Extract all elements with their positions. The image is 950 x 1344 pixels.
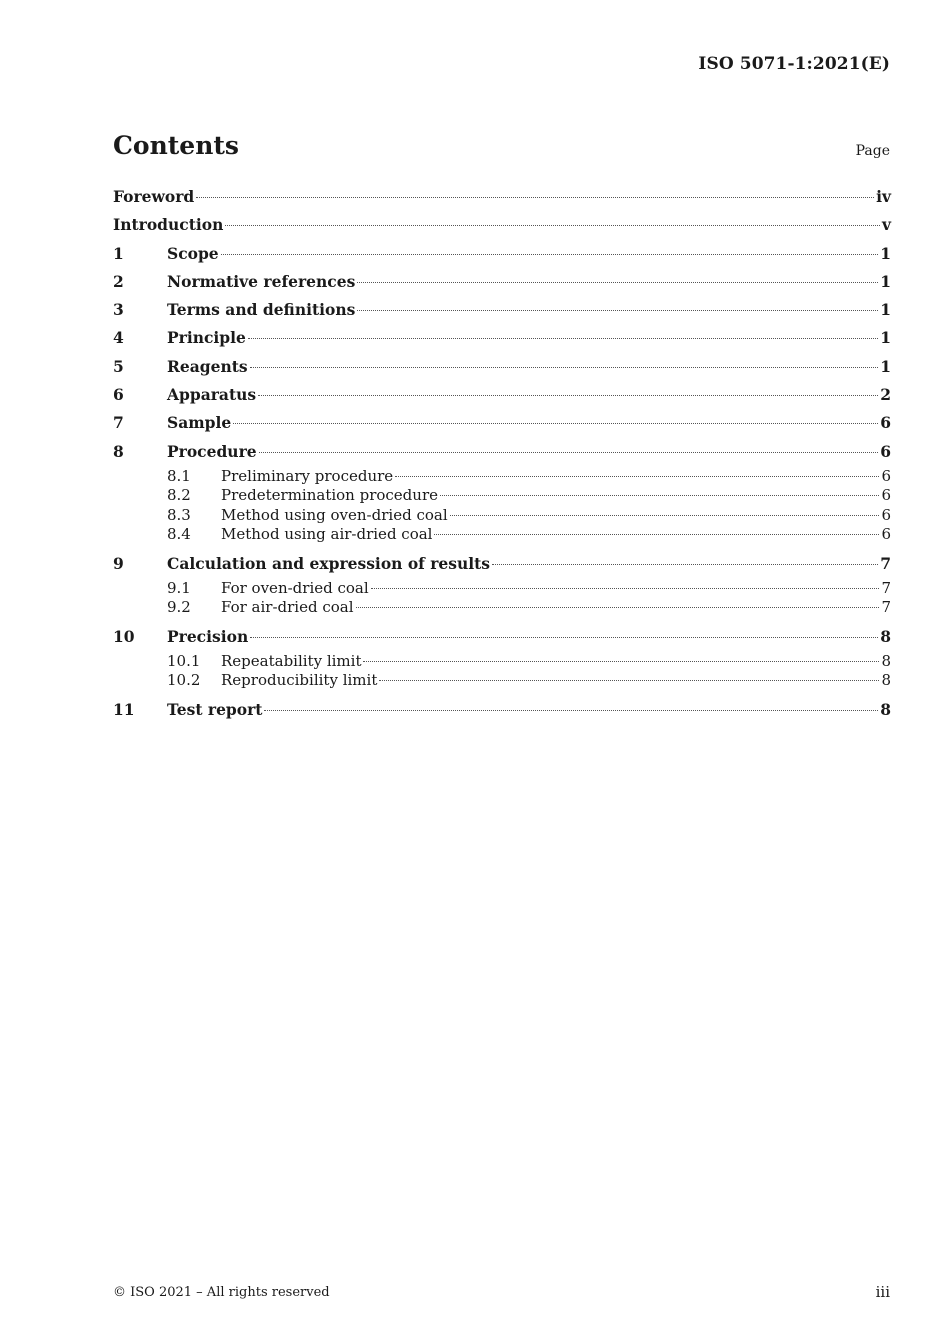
toc-entry-precision[interactable] <box>113 624 891 652</box>
toc-entry-title: Precision <box>167 626 249 646</box>
toc-entry-number: 3 <box>113 300 124 320</box>
toc-entry-title: Reagents <box>167 356 248 376</box>
toc-subentry-number: 8.3 <box>167 505 191 524</box>
toc-entry-number: 11 <box>113 699 135 719</box>
toc-subentry-title: Repeatability limit <box>221 651 362 670</box>
toc-subentry-page: 7 <box>881 578 891 597</box>
toc-entry-page: 1 <box>880 271 891 291</box>
toc-entry-page: 1 <box>880 356 891 376</box>
toc-entry-title: Scope <box>167 243 219 263</box>
toc-subentry-air-dried-coal[interactable] <box>113 598 891 617</box>
toc-entry-test-report[interactable] <box>113 697 891 725</box>
dot-leader <box>379 679 879 681</box>
dot-leader <box>450 514 880 516</box>
copyright-notice: © ISO 2021 – All rights reserved <box>113 1285 330 1300</box>
toc-entry-title: Foreword <box>113 187 195 206</box>
toc-entry-foreword[interactable] <box>113 184 891 212</box>
page-number: iii <box>875 1283 890 1301</box>
toc-entry-title: Introduction <box>113 215 224 235</box>
table-of-contents <box>113 184 891 725</box>
toc-entry-title: Sample <box>167 413 232 433</box>
toc-entry-principle[interactable] <box>113 325 891 353</box>
dot-leader <box>250 366 879 368</box>
toc-entry-terms-and-definitions[interactable] <box>113 297 891 325</box>
toc-entry-procedure[interactable] <box>113 439 891 467</box>
toc-subentry-predetermination-procedure[interactable] <box>113 486 891 505</box>
toc-entry-title: Terms and definitions <box>167 300 356 320</box>
toc-entry-page: 8 <box>880 699 891 719</box>
dot-leader <box>357 309 878 311</box>
dot-leader <box>225 224 880 226</box>
dot-leader <box>259 451 879 453</box>
dot-leader <box>248 337 878 339</box>
toc-subentry-page: 8 <box>881 671 891 690</box>
toc-entry-sample[interactable] <box>113 410 891 438</box>
toc-subentry-oven-dried-coal[interactable] <box>113 579 891 598</box>
toc-subentry-preliminary-procedure[interactable] <box>113 467 891 486</box>
toc-entry-number: 7 <box>113 413 124 433</box>
toc-entry-number: 6 <box>113 385 124 405</box>
toc-entry-number: 4 <box>113 328 124 348</box>
toc-entry-title: Procedure <box>167 441 257 461</box>
dot-leader <box>196 196 874 198</box>
toc-subentry-number: 8.4 <box>167 525 191 544</box>
toc-subentry-repeatability-limit[interactable] <box>113 652 891 671</box>
toc-subentry-title: Method using air-dried coal <box>221 525 433 544</box>
toc-entry-number: 9 <box>113 553 124 573</box>
dot-leader <box>356 606 880 608</box>
toc-subentry-title: Method using oven-dried coal <box>221 505 448 524</box>
toc-entry-title: Calculation and expression of results <box>167 553 491 573</box>
toc-subentry-page: 6 <box>881 525 891 544</box>
toc-entry-introduction[interactable] <box>113 212 891 240</box>
toc-entry-scope[interactable] <box>113 241 891 269</box>
toc-entry-page: iv <box>876 187 891 206</box>
toc-subentry-page: 6 <box>881 486 891 505</box>
toc-entry-title: Principle <box>167 328 246 348</box>
toc-subentry-title: Predetermination procedure <box>221 486 438 505</box>
toc-subentry-oven-dried-method[interactable] <box>113 506 891 525</box>
toc-entry-page: 8 <box>880 626 891 646</box>
dot-leader <box>492 563 878 565</box>
dot-leader <box>264 709 878 711</box>
dot-leader <box>258 394 878 396</box>
toc-subentry-number: 10.2 <box>167 671 201 690</box>
document-id: ISO 5071-1:2021(E) <box>698 54 890 74</box>
toc-subentry-page: 7 <box>881 598 891 617</box>
dot-leader <box>371 587 880 589</box>
toc-entry-normative-references[interactable] <box>113 269 891 297</box>
toc-subentry-reproducibility-limit[interactable] <box>113 671 891 690</box>
toc-subentry-page: 8 <box>881 651 891 670</box>
toc-subentry-page: 6 <box>881 466 891 485</box>
dot-leader <box>233 422 878 424</box>
dot-leader <box>357 281 878 283</box>
toc-subentry-page: 6 <box>881 505 891 524</box>
dot-leader <box>363 660 879 662</box>
toc-subentry-number: 9.2 <box>167 598 191 617</box>
toc-entry-page: 6 <box>880 441 891 461</box>
toc-subentry-number: 9.1 <box>167 578 191 597</box>
toc-subentry-air-dried-method[interactable] <box>113 525 891 544</box>
toc-entry-page: 1 <box>880 300 891 320</box>
toc-subentry-title: For air-dried coal <box>221 598 354 617</box>
toc-entry-page: v <box>881 215 891 235</box>
toc-entry-number: 2 <box>113 271 124 291</box>
toc-entry-page: 6 <box>880 413 891 433</box>
toc-entry-number: 10 <box>113 626 135 646</box>
toc-subentry-title: Preliminary procedure <box>221 466 394 485</box>
dot-leader <box>395 475 879 477</box>
toc-entry-number: 5 <box>113 356 124 376</box>
toc-entry-number: 1 <box>113 243 124 263</box>
toc-subentry-title: Reproducibility limit <box>221 671 378 690</box>
toc-subentry-title: For oven-dried coal <box>221 578 369 597</box>
page-column-label: Page <box>855 143 890 159</box>
toc-subentry-number: 10.1 <box>167 651 201 670</box>
dot-leader <box>250 636 878 638</box>
toc-entry-calculation[interactable] <box>113 551 891 579</box>
toc-entry-page: 2 <box>880 385 891 405</box>
toc-entry-page: 1 <box>880 243 891 263</box>
contents-heading: Contents <box>113 131 240 160</box>
toc-entry-page: 7 <box>880 553 891 573</box>
toc-entry-page: 1 <box>880 328 891 348</box>
dot-leader <box>221 253 879 255</box>
toc-entry-apparatus[interactable] <box>113 382 891 410</box>
dot-leader <box>440 494 879 496</box>
toc-entry-title: Normative references <box>167 271 356 291</box>
toc-subentry-number: 8.2 <box>167 486 191 505</box>
dot-leader <box>434 533 879 535</box>
toc-entry-title: Test report <box>167 699 263 719</box>
toc-subentry-number: 8.1 <box>167 466 191 485</box>
toc-entry-reagents[interactable] <box>113 354 891 382</box>
toc-entry-title: Apparatus <box>167 385 257 405</box>
toc-entry-number: 8 <box>113 441 124 461</box>
